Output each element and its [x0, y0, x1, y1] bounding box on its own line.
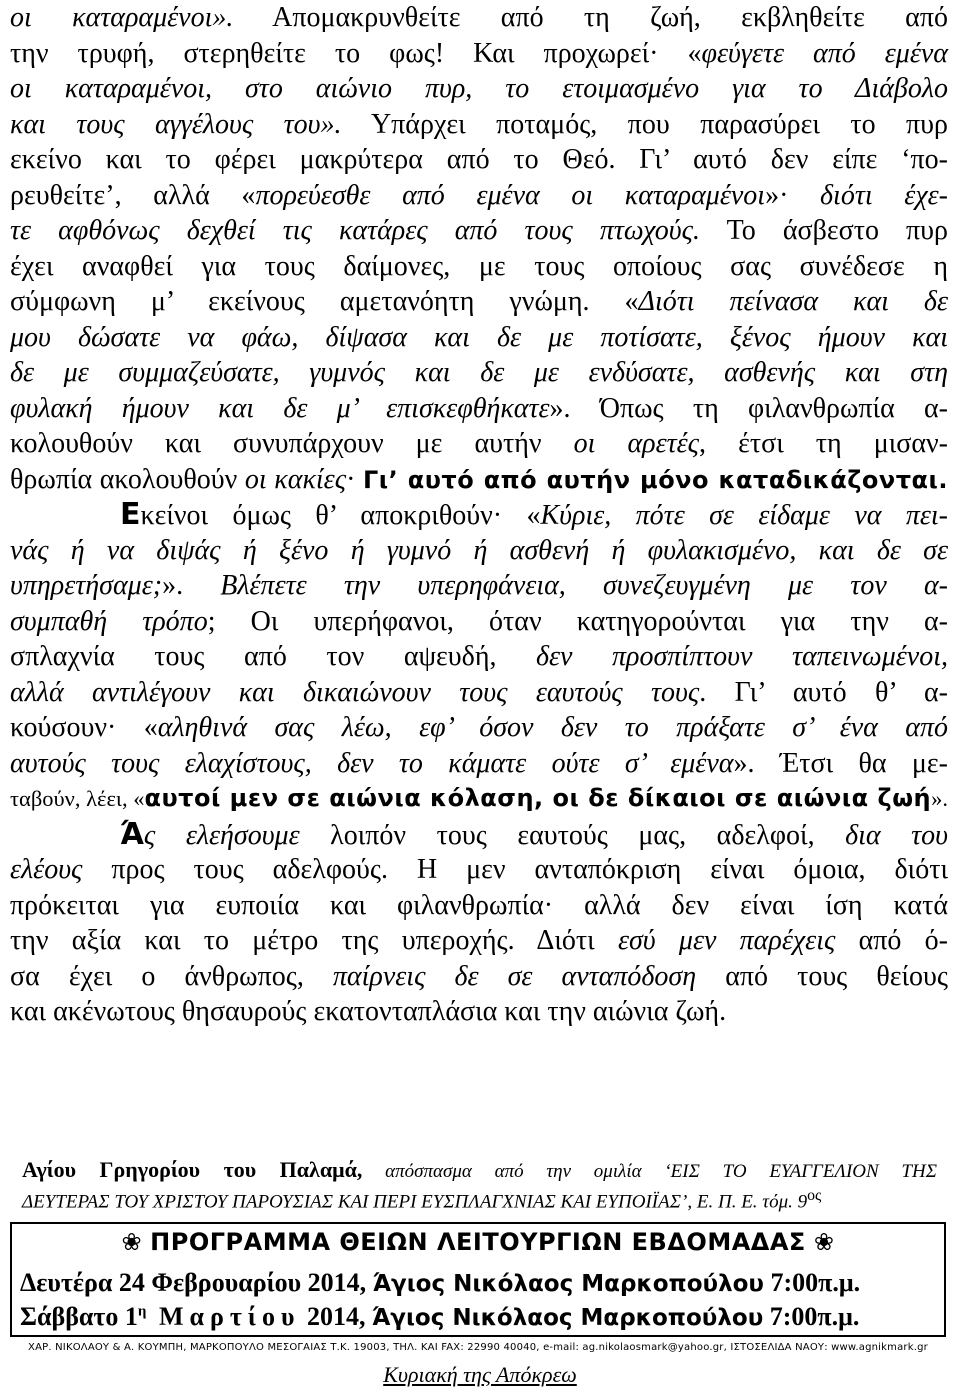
text-line: τε αφθόνως δεχθεί τις κατάρες από τους πτωχούς. Το άσβεστο πυρ	[10, 215, 948, 246]
schedule-row: Σάββατο $1^\eta$ Μαρτίου 2014, Άγιος Νικόλαος Μαρκοπούλου 7:00π.μ.	[20, 1302, 860, 1331]
text-line: νάς ή να διψάς ή ξένο ή γυμνό ή ασθενή ή φυλακισμένο, και δε σε	[10, 534, 948, 566]
text-line: αυτούς τους ελαχίστους, δεν το κάματε ούτε σ’ εμένα». Έτσι θα με-	[10, 747, 949, 779]
text-line: οι καταραμένοι, στο αιώνιο πυρ, το ετοιμασμένο για το Διάβολο	[10, 73, 948, 104]
text-line: μου δώσατε να φάω, δίψασα και δε με ποτίσατε, ξένος ήμουν και	[10, 321, 948, 353]
text-line: Εκείνοι όμως θ’ αποκριθούν· «Κύριε, πότε σε είδαμε να πει-	[120, 497, 948, 532]
text-line: αλλά αντιλέγουν και δικαιώνουν τους εαυτούς τους. Γι’ αυτό θ’ α-	[10, 676, 949, 708]
text-line: υπηρετήσαμε;». Βλέπετε την υπερηφάνεια, συνεζευγμένη με τον α-	[10, 570, 948, 601]
text-line: ελέους προς τους αδελφούς. Η μεν ανταπόκριση είναι όμοια, διότι	[10, 854, 948, 885]
sermon-text	[10, 0, 948, 1030]
schedule-title: ❀ ΠΡΟΓΡΑΜΜΑ ΘΕΙΩΝ ΛΕΙΤΟΥΡΓΙΩΝ ΕΒΔΟΜΑΔΑΣ ❀	[121, 1228, 835, 1256]
schedule-row: Δευτέρα 24 Φεβρουαρίου 2014, Άγιος Νικόλαος Μαρκοπούλου 7:00π.μ.	[20, 1268, 861, 1297]
text-line: κολουθούν και συνυπάρχουν με αυτήν οι αρετές, έτσι τη μισαν-	[10, 428, 949, 459]
text-line: και ακένωτους θησαυρούς εκατονταπλάσια και την αιώνια ζωή.	[10, 996, 727, 1027]
text-line: Άς ελεήσουμε λοιπόν τους εαυτούς μας, αδελφοί, δια του	[120, 816, 949, 852]
text-line: πρόκειται για ευποιία και φιλανθρωπία· αλλά δεν είναι ίση κατά	[10, 889, 948, 921]
liturgy-schedule-box	[10, 1222, 946, 1337]
text-line: συμπαθή τρόπο; Οι υπερήφανοι, όταν κατηγορούνται για την α-	[10, 605, 948, 637]
text-line: έχει αναφθεί για τους δαίμονες, με τους οποίους σας συνέδεσε η	[10, 250, 948, 282]
text-line: οι καταραμένοι». Απομακρυνθείτε από τη ζωή, εκβληθείτε από	[10, 2, 948, 33]
text-line: φυλακή ήμουν και δε μ’ επισκεφθήκατε». Όπως τη φιλανθρωπία α-	[10, 392, 948, 424]
contact-footer: ΧΑΡ. ΝΙΚΟΛΑΟΥ & Α. ΚΟΥΜΠΗ, ΜΑΡΚΟΠΟΥΛΟ ΜΕΣΟΓΑΙΑΣ Τ.Κ. 19003, ΤΗΛ. ΚΑΙ FAX: 22990 40040, e-mail: ag.nikolaosmark@yahoo.gr, ΙΣΤΟΣΕΛΙΔΑ ΝΑΟΥ: www.agnikmark.gr	[28, 1342, 928, 1353]
text-line: θρωπία ακολουθούν οι κακίες· Γι’ αυτό από αυτήν μόνο καταδικάζονται.	[10, 463, 948, 495]
source-attribution	[22, 1158, 937, 1214]
text-line: σα έχει ο άνθρωπος, παίρνεις δε σε ανταπόδοση από τους θείους	[10, 960, 948, 992]
sunday-title: Κυριακή της Απόκρεω	[383, 1362, 577, 1387]
text-line: την αξία και το μέτρο της υπεροχής. Διότι εσύ μεν παρέχεις από ό-	[10, 925, 949, 956]
author-name: Αγίου Γρηγορίου του Παλαμά,	[22, 1157, 363, 1182]
text-line: την τρυφή, στερηθείτε το φως! Και προχωρεί· «φεύγετε από εμένα	[10, 37, 948, 69]
text-line: εκείνο και το φέρει μακρύτερα από το Θεό. Γι’ αυτό δεν είπε ‘πο-	[10, 144, 948, 175]
flower-icon: ❀	[121, 1228, 143, 1256]
flower-icon: ❀	[813, 1228, 835, 1256]
text-line: ρευθείτε’, αλλά «πορεύεσθε από εμένα οι καταραμένοι»· διότι έχε-	[10, 179, 948, 211]
attribution-line: Αγίου Γρηγορίου του Παλαμά, απόσπασμα από την ομιλία ‘ΕΙΣ ΤΟ ΕΥΑΓΓΕΛΙΟΝ ΤΗΣ	[22, 1157, 937, 1182]
text-line: σπλαχνία τους από τον αψευδή, δεν προσπίπτουν ταπεινωμένοι,	[10, 641, 948, 672]
text-line: και τους αγγέλους του». Υπάρχει ποταμός, που παρασύρει το πυρ	[10, 108, 948, 140]
text-line: δε με συμμαζεύσατε, γυμνός και δε με ενδύσατε, ασθενής και στη	[10, 357, 948, 388]
attribution-line: ΔΕΥΤΕΡΑΣ ΤΟΥ ΧΡΙΣΤΟΥ ΠΑΡΟΥΣΙΑΣ ΚΑΙ ΠΕΡΙ ΕΥΣΠΛΑΓΧΝΙΑΣ ΚΑΙ ΕΥΠΟΙΪΑΣ’, Ε. Π. Ε. τόμ. $9^{o\varsigma}$	[22, 1187, 822, 1213]
text-line: κούσουν· «αληθινά σας λέω, εφ’ όσον δεν το πράξατε σ’ ένα από	[10, 712, 948, 743]
text-line: σύμφωνη μ’ εκείνους αμετανόητη γνώμη. «Διότι πείνασα και δε	[10, 286, 948, 317]
text-line: ταβούν, λέει, «αυτοί μεν σε αιώνια κόλαση, οι δε δίκαιοι σε αιώνια ζωή».	[10, 784, 949, 812]
